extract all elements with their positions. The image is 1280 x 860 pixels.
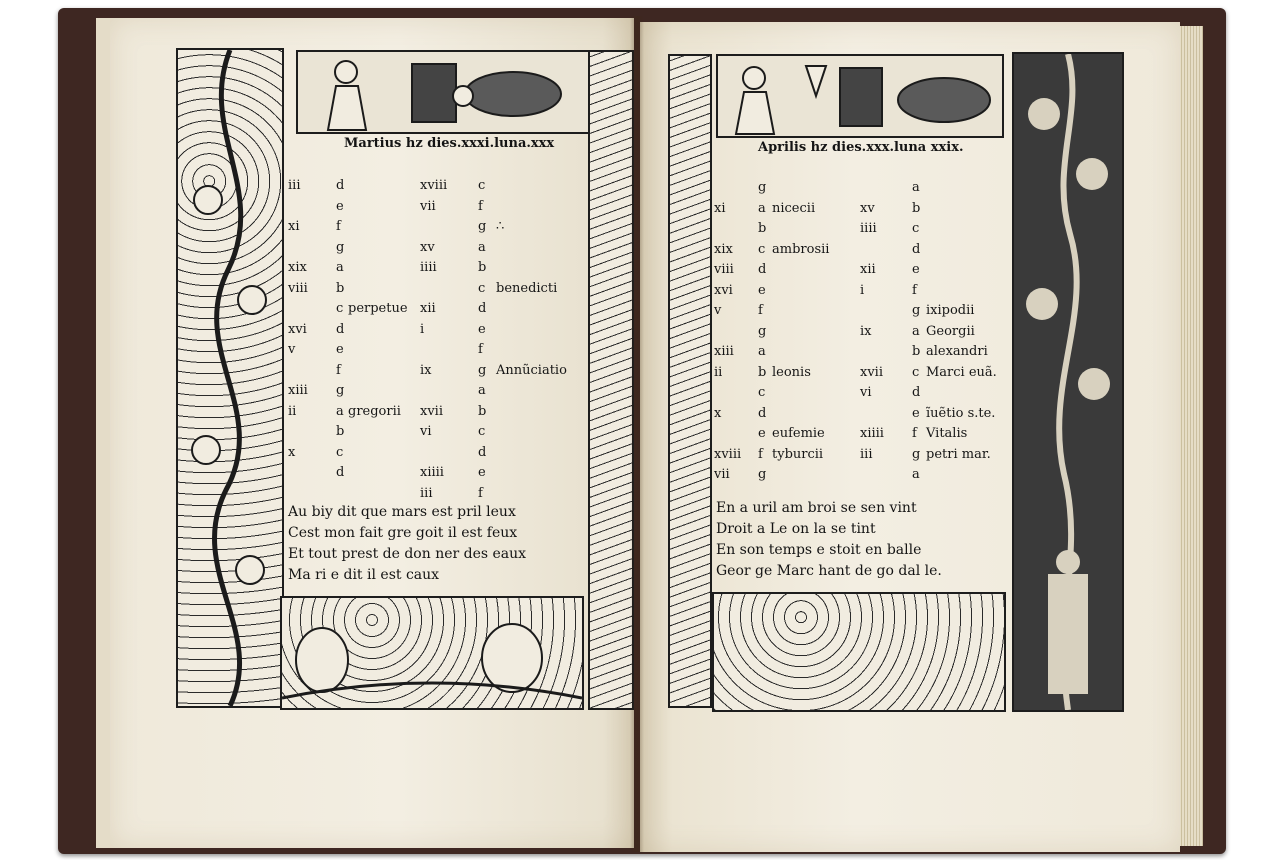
calendar-cell-c4: iii: [860, 446, 873, 462]
calendar-row: [288, 299, 588, 320]
calendar-cell-c5: e: [478, 465, 486, 480]
calendar-row: [288, 443, 588, 464]
calendar-cell-c2: c: [758, 385, 766, 400]
calendar-cell-c5: g: [478, 362, 487, 378]
calendar-cell-c4: iiii: [420, 260, 437, 275]
calendar-cell-c3: ambrosii: [772, 241, 830, 257]
calendar-cell-c2: d: [336, 321, 345, 337]
calendar-cell-c5: d: [478, 444, 487, 460]
calendar-cell-c1: v: [288, 342, 296, 357]
calendar-row: [714, 301, 1014, 322]
calendar-cell-c5: e: [478, 321, 486, 337]
calendar-cell-c1: x: [288, 444, 296, 460]
right-vine-border-woodcut: [588, 50, 634, 710]
calendar-cell-c5: g: [912, 303, 921, 318]
bottom-woodcut-animals: [280, 596, 584, 710]
calendar-cell-c1: x: [714, 405, 722, 421]
calendar-cell-c1: xi: [714, 200, 726, 216]
calendar-cell-c6: benedicti: [496, 280, 558, 296]
calendar-row: [288, 197, 588, 218]
march-calendar-table: [288, 176, 588, 504]
verse-line: En a uril am broi se sen vint: [716, 500, 917, 516]
calendar-cell-c5: a: [478, 383, 486, 398]
calendar-row: [714, 178, 1014, 199]
calendar-cell-c1: xiii: [714, 344, 734, 359]
left-vine-border-woodcut: [668, 54, 712, 708]
calendar-cell-c4: i: [420, 321, 425, 337]
calendar-row: [714, 383, 1014, 404]
calendar-cell-c1: iii: [288, 178, 301, 193]
calendar-cell-c6: Vitalis: [926, 426, 968, 441]
left-floral-border-woodcut: [176, 48, 284, 708]
march-verse: [288, 502, 526, 586]
calendar-cell-c2: f: [758, 303, 763, 318]
calendar-cell-c2: e: [336, 342, 344, 357]
calendar-cell-c4: ix: [420, 362, 432, 378]
calendar-cell-c1: viii: [288, 280, 308, 296]
calendar-cell-c5: f: [912, 426, 917, 441]
book-gutter: [630, 16, 644, 852]
calendar-cell-c5: b: [478, 260, 487, 275]
calendar-cell-c2: g: [336, 239, 345, 255]
calendar-cell-c4: vii: [420, 198, 436, 214]
calendar-cell-c6: ĩuẽtio s.te.: [926, 405, 996, 421]
calendar-row: [288, 258, 588, 279]
calendar-cell-c2: e: [336, 198, 344, 214]
calendar-cell-c2: f: [336, 219, 341, 234]
calendar-cell-c5: b: [912, 200, 921, 216]
calendar-cell-c3: leonis: [772, 364, 811, 380]
calendar-cell-c1: xix: [288, 260, 307, 275]
calendar-cell-c4: xiiii: [420, 465, 444, 480]
calendar-cell-c2: g: [758, 323, 767, 339]
verse-line: Ma ri e dit il est caux: [288, 567, 440, 583]
calendar-cell-c1: xviii: [714, 446, 742, 462]
calendar-row: [288, 361, 588, 382]
calendar-cell-c2: g: [336, 383, 345, 398]
calendar-cell-c5: b: [478, 403, 487, 419]
verse-line: Droit a Le on la se tint: [716, 521, 876, 537]
top-woodcut-man-and-bull: [716, 54, 1004, 138]
calendar-cell-c2: g: [758, 180, 767, 195]
calendar-row: [288, 381, 588, 402]
calendar-cell-c2: b: [336, 424, 345, 439]
calendar-cell-c4: iii: [420, 485, 433, 501]
calendar-row: [714, 260, 1014, 281]
calendar-cell-c4: vi: [860, 385, 872, 400]
calendar-cell-c5: a: [912, 323, 920, 339]
calendar-cell-c4: iiii: [860, 221, 877, 236]
calendar-row: [288, 320, 588, 341]
calendar-row: [714, 240, 1014, 261]
calendar-cell-c2: e: [758, 426, 766, 441]
calendar-cell-c2: b: [758, 364, 767, 380]
calendar-cell-c4: xv: [860, 200, 875, 216]
calendar-row: [288, 217, 588, 238]
calendar-cell-c6: ∴: [496, 219, 505, 234]
calendar-cell-c2: e: [758, 282, 766, 298]
calendar-cell-c6: Marci euã.: [926, 364, 997, 380]
calendar-cell-c5: e: [912, 262, 920, 277]
calendar-row: [714, 465, 1014, 486]
calendar-cell-c5: f: [478, 485, 483, 501]
calendar-cell-c5: f: [478, 198, 483, 214]
calendar-cell-c2: a: [758, 200, 766, 216]
calendar-cell-c4: xv: [420, 239, 435, 255]
top-woodcut-man-and-ram: [296, 50, 592, 134]
calendar-row: [714, 199, 1014, 220]
calendar-cell-c1: ii: [288, 403, 297, 419]
calendar-row: [288, 340, 588, 361]
calendar-row: [288, 484, 588, 505]
calendar-cell-c1: v: [714, 303, 722, 318]
calendar-row: [714, 363, 1014, 384]
calendar-cell-c5: d: [912, 385, 921, 400]
calendar-cell-c5: c: [478, 424, 486, 439]
calendar-row: [288, 279, 588, 300]
calendar-row: [714, 445, 1014, 466]
calendar-cell-c2: g: [758, 467, 767, 482]
right-page-edges: [1176, 26, 1203, 846]
calendar-cell-c5: f: [478, 342, 483, 357]
calendar-cell-c4: xii: [420, 301, 436, 316]
calendar-cell-c2: c: [758, 241, 766, 257]
calendar-cell-c5: g: [478, 219, 487, 234]
calendar-cell-c5: a: [478, 239, 486, 255]
calendar-cell-c3: perpetue: [348, 301, 408, 316]
calendar-row: [288, 422, 588, 443]
calendar-row: [714, 281, 1014, 302]
calendar-cell-c3: tyburcii: [772, 446, 824, 462]
calendar-cell-c2: d: [336, 465, 345, 480]
bottom-woodcut-birds: [712, 592, 1006, 712]
april-header: Aprilis hz dies.xxx.luna xxix.: [758, 140, 964, 155]
april-verse: [716, 498, 942, 582]
calendar-cell-c5: c: [478, 280, 486, 296]
calendar-cell-c2: a: [758, 344, 766, 359]
verse-line: Et tout prest de don ner des eaux: [288, 546, 527, 562]
calendar-cell-c4: i: [860, 282, 865, 298]
calendar-row: [288, 238, 588, 259]
calendar-cell-c6: Georgii: [926, 323, 975, 339]
calendar-cell-c5: e: [912, 405, 920, 421]
calendar-cell-c1: vii: [714, 467, 730, 482]
calendar-cell-c2: a: [336, 260, 344, 275]
calendar-cell-c5: d: [478, 301, 487, 316]
calendar-cell-c4: xiiii: [860, 426, 884, 441]
calendar-cell-c2: b: [758, 221, 767, 236]
right-floral-border-woodcut: [1012, 52, 1124, 712]
calendar-cell-c5: a: [912, 180, 920, 195]
right-page: [640, 22, 1180, 852]
verse-line: Cest mon fait gre goit il est feux: [288, 525, 518, 541]
calendar-cell-c2: b: [336, 280, 345, 296]
calendar-cell-c2: a: [336, 403, 344, 419]
calendar-cell-c2: f: [336, 362, 341, 378]
calendar-cell-c1: xiii: [288, 383, 308, 398]
calendar-cell-c5: c: [912, 221, 920, 236]
calendar-cell-c2: c: [336, 444, 344, 460]
verse-line: Geor ge Marc hant de go dal le.: [716, 563, 942, 579]
calendar-row: [714, 219, 1014, 240]
calendar-cell-c1: xix: [714, 241, 733, 257]
calendar-row: [714, 404, 1014, 425]
calendar-cell-c6: petri mar.: [926, 446, 991, 462]
march-header: Martius hz dies.xxxi.luna.xxx: [344, 136, 555, 151]
calendar-cell-c5: f: [912, 282, 917, 298]
calendar-cell-c1: ii: [714, 364, 723, 380]
calendar-cell-c2: f: [758, 446, 763, 462]
calendar-cell-c2: d: [758, 405, 767, 421]
calendar-cell-c2: c: [336, 301, 344, 316]
calendar-row: [714, 322, 1014, 343]
verse-line: En son temps e stoit en balle: [716, 542, 922, 558]
calendar-cell-c6: alexandri: [926, 344, 988, 359]
calendar-cell-c1: xvi: [714, 282, 733, 298]
calendar-cell-c4: xviii: [420, 178, 448, 193]
calendar-cell-c1: xi: [288, 219, 300, 234]
calendar-row: [288, 176, 588, 197]
calendar-row: [288, 402, 588, 423]
calendar-cell-c1: xvi: [288, 321, 307, 337]
calendar-cell-c1: viii: [714, 262, 734, 277]
calendar-cell-c4: ix: [860, 323, 872, 339]
left-page: [110, 18, 634, 848]
calendar-row: [714, 342, 1014, 363]
calendar-cell-c5: g: [912, 446, 921, 462]
calendar-row: [714, 424, 1014, 445]
calendar-cell-c2: d: [758, 262, 767, 277]
calendar-cell-c4: xvii: [860, 364, 883, 380]
calendar-cell-c4: xvii: [420, 403, 443, 419]
calendar-cell-c6: ixipodii: [926, 303, 975, 318]
calendar-cell-c5: a: [912, 467, 920, 482]
calendar-cell-c5: c: [912, 364, 920, 380]
calendar-cell-c6: Annũciatio: [496, 362, 567, 378]
calendar-cell-c4: xii: [860, 262, 876, 277]
calendar-cell-c4: vi: [420, 424, 432, 439]
calendar-row: [288, 463, 588, 484]
calendar-cell-c3: gregorii: [348, 403, 401, 419]
april-calendar-table: [714, 178, 1014, 486]
calendar-cell-c5: d: [912, 241, 921, 257]
calendar-cell-c2: d: [336, 178, 345, 193]
calendar-cell-c3: nicecii: [772, 200, 816, 216]
calendar-cell-c3: eufemie: [772, 426, 825, 441]
calendar-cell-c5: b: [912, 344, 921, 359]
verse-line: Au biy dit que mars est pril leux: [288, 504, 516, 520]
calendar-cell-c5: c: [478, 178, 486, 193]
